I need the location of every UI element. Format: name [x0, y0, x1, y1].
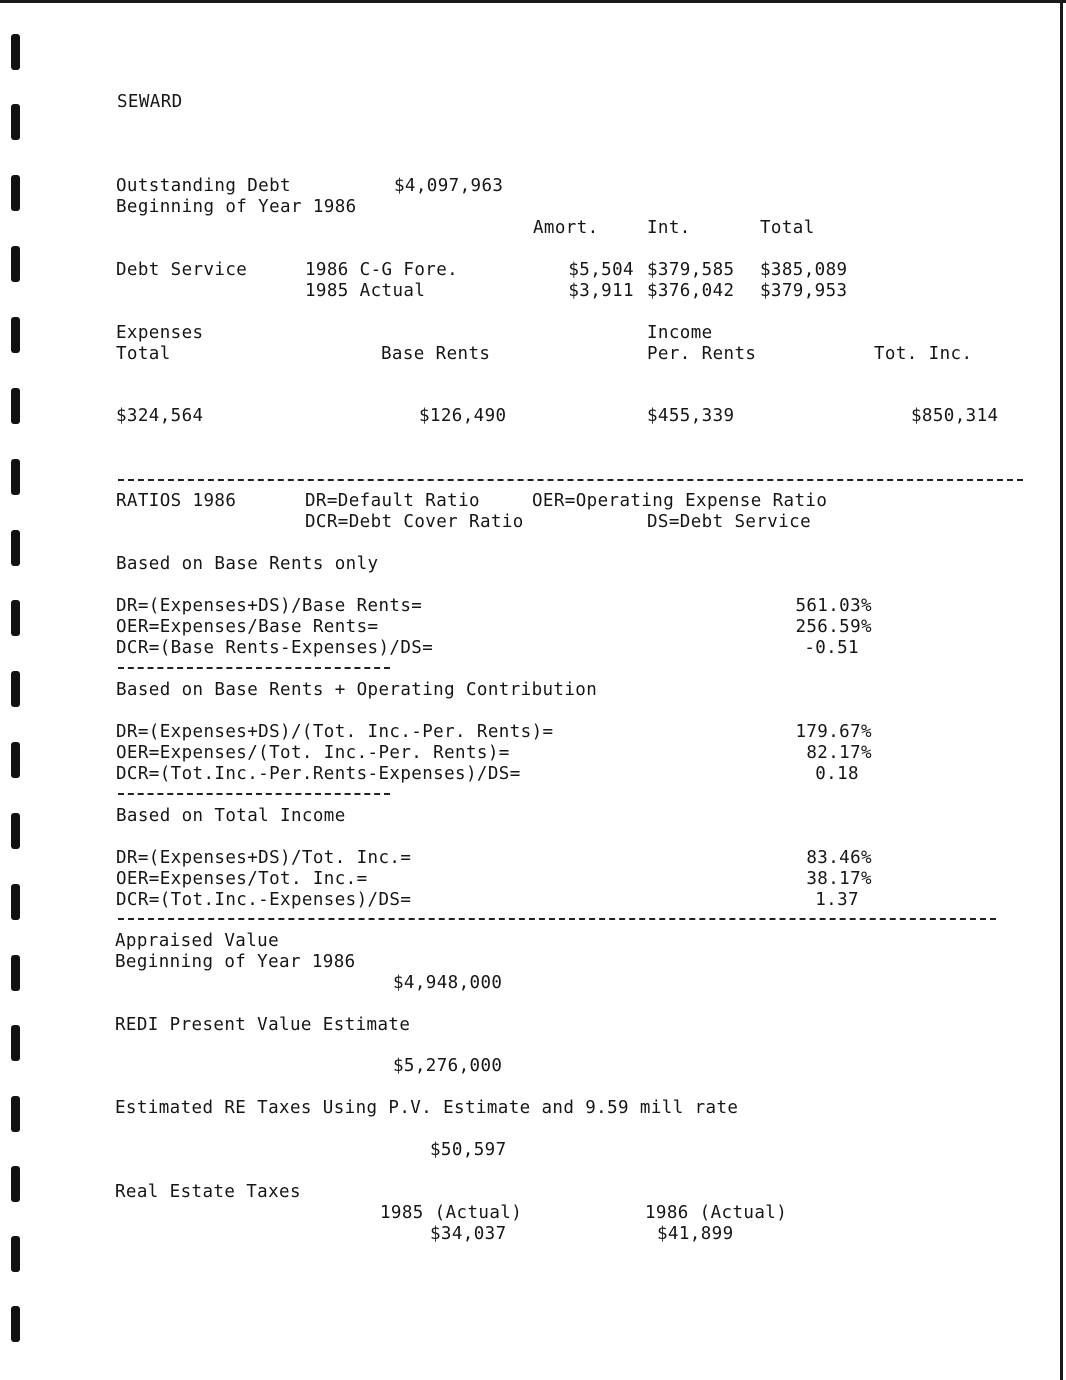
appraised-year: Beginning of Year 1986	[115, 952, 356, 972]
binder-hole	[11, 388, 20, 424]
binder-hole	[11, 955, 20, 991]
ratio-value: 82.17%	[806, 743, 872, 763]
debt-row-total: $379,953	[760, 281, 848, 301]
binder-hole	[11, 671, 20, 707]
re-taxes-label: Real Estate Taxes	[115, 1182, 301, 1202]
est-taxes-label: Estimated RE Taxes Using P.V. Estimate and 9.59 mill rate	[115, 1098, 739, 1118]
section-heading: Based on Base Rents + Operating Contribution	[116, 680, 598, 700]
appraised-value: $4,948,000	[393, 973, 503, 993]
binder-hole	[11, 1236, 20, 1272]
ratio-formula: DCR=(Tot.Inc.-Per.Rents-Expenses)/DS=	[116, 764, 521, 784]
income-header: Income	[647, 323, 713, 343]
header-amort: Amort.	[533, 218, 599, 238]
tot-inc-header: Tot. Inc.	[874, 344, 973, 364]
binder-hole	[11, 459, 20, 495]
ratios-title: RATIOS 1986	[116, 491, 237, 511]
binder-hole	[11, 742, 20, 778]
per-rents-header: Per. Rents	[647, 344, 757, 364]
outstanding-debt-amount: $4,097,963	[394, 176, 504, 196]
ratio-formula: DR=(Expenses+DS)/Base Rents=	[116, 596, 423, 616]
redi-label: REDI Present Value Estimate	[115, 1015, 411, 1035]
header-int: Int.	[647, 218, 691, 238]
redi-value: $5,276,000	[393, 1056, 503, 1076]
est-taxes-value: $50,597	[430, 1140, 507, 1160]
section-heading: Based on Total Income	[116, 806, 346, 826]
ratio-formula: DR=(Expenses+DS)/Tot. Inc.=	[116, 848, 412, 868]
ratio-value: 0.18	[815, 764, 859, 784]
binder-hole	[11, 246, 20, 282]
ratio-value: 256.59%	[795, 617, 872, 637]
base-rents-value: $126,490	[419, 406, 507, 426]
re-taxes-1986-value: $41,899	[657, 1224, 734, 1244]
debt-service-label: Debt Service	[116, 260, 248, 280]
tot-inc-value: $850,314	[911, 406, 999, 426]
header-total: Total	[760, 218, 815, 238]
re-taxes-1985-label: 1985 (Actual)	[380, 1203, 523, 1223]
legend-dr: DR=Default Ratio	[305, 491, 480, 511]
re-taxes-1985-value: $34,037	[430, 1224, 507, 1244]
debt-row-int: $379,585	[647, 260, 735, 280]
binder-hole	[11, 175, 20, 211]
outstanding-debt-label: Outstanding Debt	[116, 176, 291, 196]
re-taxes-1986-label: 1986 (Actual)	[645, 1203, 788, 1223]
ratio-value: 38.17%	[806, 869, 872, 889]
ratio-value: 561.03%	[795, 596, 872, 616]
ratio-formula: DR=(Expenses+DS)/(Tot. Inc.-Per. Rents)=	[116, 722, 554, 742]
binder-hole	[11, 884, 20, 920]
binder-hole	[11, 1025, 20, 1061]
expenses-value: $324,564	[116, 406, 204, 426]
divider	[118, 479, 1023, 481]
ratio-formula: OER=Expenses/(Tot. Inc.-Per. Rents)=	[116, 743, 510, 763]
ratio-formula: DCR=(Base Rents-Expenses)/DS=	[116, 638, 434, 658]
binder-hole	[11, 317, 20, 353]
binder-hole	[11, 34, 20, 70]
legend-oer: OER=Operating Expense Ratio	[532, 491, 828, 511]
section-heading: Based on Base Rents only	[116, 554, 379, 574]
binder-hole	[11, 1096, 20, 1132]
scan-top-edge	[0, 0, 1066, 3]
expenses-total-header: Total	[116, 344, 171, 364]
divider	[118, 793, 390, 795]
binder-hole	[11, 1306, 20, 1342]
debt-row-amort: $3,911	[568, 281, 634, 301]
ratio-value: 83.46%	[806, 848, 872, 868]
legend-dcr: DCR=Debt Cover Ratio	[305, 512, 524, 532]
document-title: SEWARD	[117, 92, 183, 112]
scan-right-edge	[1060, 0, 1063, 1380]
debt-row-int: $376,042	[647, 281, 735, 301]
divider	[118, 667, 390, 669]
divider	[118, 918, 996, 920]
appraised-label: Appraised Value	[115, 931, 280, 951]
base-rents-header: Base Rents	[381, 344, 491, 364]
legend-ds: DS=Debt Service	[647, 512, 812, 532]
ratio-value: -0.51	[804, 638, 859, 658]
debt-row-label: 1986 C-G Fore.	[305, 260, 459, 280]
binder-hole	[11, 104, 20, 140]
ratio-formula: OER=Expenses/Tot. Inc.=	[116, 869, 368, 889]
debt-row-amort: $5,504	[568, 260, 634, 280]
ratio-formula: DCR=(Tot.Inc.-Expenses)/DS=	[116, 890, 412, 910]
binder-hole	[11, 813, 20, 849]
ratio-value: 179.67%	[795, 722, 872, 742]
per-rents-value: $455,339	[647, 406, 735, 426]
binder-hole	[11, 530, 20, 566]
expenses-header: Expenses	[116, 323, 204, 343]
outstanding-debt-year: Beginning of Year 1986	[116, 197, 357, 217]
ratio-formula: OER=Expenses/Base Rents=	[116, 617, 379, 637]
ratio-value: 1.37	[815, 890, 859, 910]
binder-hole	[11, 1166, 20, 1202]
debt-row-total: $385,089	[760, 260, 848, 280]
binder-hole	[11, 600, 20, 636]
debt-row-label: 1985 Actual	[305, 281, 426, 301]
